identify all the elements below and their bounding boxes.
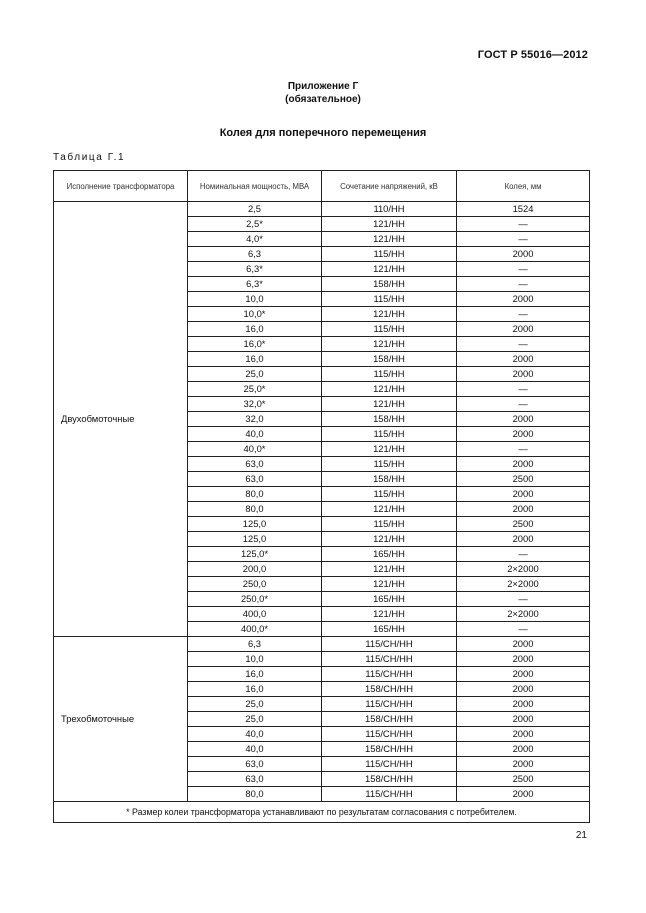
header-gauge: Колея, мм [457,171,590,202]
gauge-cell: 2000 [457,412,590,427]
power-cell: 80,0 [188,787,322,802]
gauge-cell: 2000 [457,502,590,517]
gauge-cell: 2×2000 [457,562,590,577]
power-cell: 6,3 [188,637,322,652]
power-cell: 4,0* [188,232,322,247]
power-cell: 250,0* [188,592,322,607]
gauge-cell: 2000 [457,667,590,682]
power-cell: 16,0* [188,337,322,352]
group-name: Двухобмоточные [54,202,188,637]
voltage-cell: 158/НН [322,472,457,487]
page-number: 21 [575,830,587,841]
power-cell: 16,0 [188,352,322,367]
gauge-cell: — [457,337,590,352]
gauge-cell: 1524 [457,202,590,217]
table-footnote: * Размер колеи трансформатора устанавливают по результатам согласования с потребителем. [54,802,590,823]
voltage-cell: 158/СН/НН [322,682,457,697]
appendix-heading [0,80,646,106]
voltage-cell: 121/НН [322,337,457,352]
power-cell: 2,5 [188,202,322,217]
gauge-cell: — [457,397,590,412]
power-cell: 25,0 [188,367,322,382]
power-cell: 10,0* [188,307,322,322]
power-cell: 63,0 [188,757,322,772]
power-cell: 32,0* [188,397,322,412]
appendix-subtitle: (обязательное) [285,94,361,105]
voltage-cell: 115/СН/НН [322,757,457,772]
voltage-cell: 158/НН [322,412,457,427]
document-code: ГОСТ Р 55016—2012 [477,49,588,61]
table-label: Таблица Г.1 [53,152,126,163]
gauge-cell: — [457,217,590,232]
voltage-cell: 115/НН [322,457,457,472]
power-cell: 16,0 [188,667,322,682]
power-cell: 10,0 [188,652,322,667]
voltage-cell: 115/НН [322,517,457,532]
gauge-cell: — [457,442,590,457]
gauge-cell: 2000 [457,427,590,442]
voltage-cell: 115/НН [322,427,457,442]
voltage-cell: 121/НН [322,232,457,247]
power-cell: 400,0* [188,622,322,637]
gauge-cell: — [457,232,590,247]
gauge-cell: 2000 [457,712,590,727]
voltage-cell: 121/НН [322,442,457,457]
gauge-cell: 2000 [457,292,590,307]
power-cell: 16,0 [188,682,322,697]
voltage-cell: 121/НН [322,382,457,397]
voltage-cell: 115/НН [322,322,457,337]
gauge-cell: — [457,592,590,607]
gauge-cell: 2000 [457,697,590,712]
appendix-title: Приложение Г [287,81,359,92]
voltage-cell: 158/СН/НН [322,712,457,727]
voltage-cell: 121/НН [322,262,457,277]
power-cell: 16,0 [188,322,322,337]
voltage-cell: 115/НН [322,292,457,307]
footnote-row [54,802,590,823]
gauge-cell: 2000 [457,367,590,382]
section-title: Колея для поперечного перемещения [219,127,427,139]
gauge-cell: 2000 [457,757,590,772]
voltage-cell: 115/НН [322,247,457,262]
power-cell: 6,3 [188,247,322,262]
gauge-cell: 2500 [457,517,590,532]
power-cell: 25,0 [188,697,322,712]
power-cell: 125,0* [188,547,322,562]
voltage-cell: 121/НН [322,532,457,547]
power-cell: 63,0 [188,472,322,487]
power-cell: 2,5* [188,217,322,232]
group-name: Трехобмоточные [54,637,188,802]
power-cell: 25,0* [188,382,322,397]
voltage-cell: 158/НН [322,277,457,292]
gauge-cell: — [457,307,590,322]
voltage-cell: 121/НН [322,397,457,412]
voltage-cell: 165/НН [322,547,457,562]
power-cell: 40,0 [188,727,322,742]
power-cell: 10,0 [188,292,322,307]
voltage-cell: 158/СН/НН [322,742,457,757]
gauge-cell: 2000 [457,457,590,472]
table-row [54,202,590,217]
voltage-cell: 115/СН/НН [322,637,457,652]
power-cell: 40,0* [188,442,322,457]
gauge-cell: 2000 [457,742,590,757]
voltage-cell: 115/СН/НН [322,697,457,712]
power-cell: 25,0 [188,712,322,727]
voltage-cell: 110/НН [322,202,457,217]
voltage-cell: 165/НН [322,622,457,637]
power-cell: 32,0 [188,412,322,427]
power-cell: 250,0 [188,577,322,592]
header-design: Исполнение трансформатора [54,171,188,202]
voltage-cell: 115/НН [322,367,457,382]
gauge-cell: 2000 [457,322,590,337]
gauge-cell: 2500 [457,472,590,487]
gauge-table [53,170,590,823]
gauge-cell: 2000 [457,682,590,697]
gauge-cell: — [457,382,590,397]
header-voltage: Сочетание напряжений, кВ [322,171,457,202]
gauge-cell: — [457,277,590,292]
power-cell: 80,0 [188,487,322,502]
table-row [54,637,590,652]
voltage-cell: 158/СН/НН [322,772,457,787]
header-power: Номинальная мощность, МВА [188,171,322,202]
voltage-cell: 115/СН/НН [322,652,457,667]
voltage-cell: 115/СН/НН [322,667,457,682]
power-cell: 400,0 [188,607,322,622]
gauge-cell: — [457,262,590,277]
power-cell: 40,0 [188,742,322,757]
gauge-cell: 2000 [457,487,590,502]
gauge-cell: 2000 [457,352,590,367]
voltage-cell: 158/НН [322,352,457,367]
voltage-cell: 115/СН/НН [322,787,457,802]
voltage-cell: 115/СН/НН [322,727,457,742]
power-cell: 200,0 [188,562,322,577]
gauge-cell: 2500 [457,772,590,787]
voltage-cell: 121/НН [322,502,457,517]
gauge-cell: 2×2000 [457,607,590,622]
power-cell: 6,3* [188,277,322,292]
power-cell: 125,0 [188,517,322,532]
gauge-cell: — [457,547,590,562]
power-cell: 40,0 [188,427,322,442]
voltage-cell: 121/НН [322,307,457,322]
power-cell: 6,3* [188,262,322,277]
voltage-cell: 121/НН [322,607,457,622]
gauge-cell: 2000 [457,652,590,667]
gauge-cell: 2000 [457,532,590,547]
voltage-cell: 121/НН [322,217,457,232]
gauge-cell: 2000 [457,637,590,652]
gauge-cell: 2000 [457,247,590,262]
gauge-cell: — [457,622,590,637]
voltage-cell: 121/НН [322,562,457,577]
gauge-cell: 2000 [457,787,590,802]
power-cell: 63,0 [188,457,322,472]
voltage-cell: 115/НН [322,487,457,502]
voltage-cell: 165/НН [322,592,457,607]
power-cell: 125,0 [188,532,322,547]
gauge-cell: 2×2000 [457,577,590,592]
table-header-row [54,171,590,202]
power-cell: 80,0 [188,502,322,517]
power-cell: 63,0 [188,772,322,787]
voltage-cell: 121/НН [322,577,457,592]
gauge-cell: 2000 [457,727,590,742]
